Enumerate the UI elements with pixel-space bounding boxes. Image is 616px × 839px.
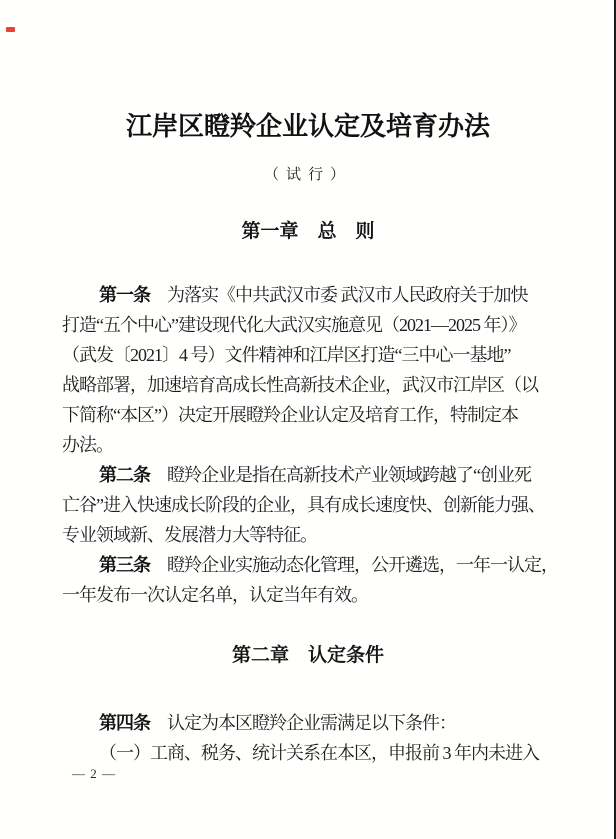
body-line-text: 认定为本区瞪羚企业需满足以下条件： <box>150 713 456 733</box>
body-line <box>62 708 562 738</box>
body-line-text: 亡谷”进入快速成长阶段的企业，具有成长速度快、创新能力强、 <box>62 495 545 515</box>
body-line-text: 瞪羚企业实施动态化管理，公开遴选，一年一认定， <box>150 555 558 575</box>
chapter-heading-2: 第二章 认定条件 <box>231 645 384 666</box>
article-label: 第一条 <box>99 285 150 305</box>
body-text-block <box>62 280 562 610</box>
page-number: — 2 — <box>72 766 116 781</box>
document-title: 江岸区瞪羚企业认定及培育办法 <box>125 112 490 141</box>
body-line <box>62 738 562 768</box>
body-line <box>62 340 562 370</box>
body-line <box>62 520 562 550</box>
body-line <box>62 490 562 520</box>
chapter-heading-1: 第一章 总 则 <box>241 221 375 242</box>
article-label: 第三条 <box>99 555 150 575</box>
body-line-text: 打造“五个中心”建设现代化大武汉实施意见（2021—2025 年）》 <box>62 315 526 335</box>
body-line-text: （武发〔2021〕4 号）文件精神和江岸区打造“三中心一基地” <box>62 345 511 365</box>
body-line <box>62 370 562 400</box>
body-line <box>62 430 562 460</box>
body-line <box>62 460 562 490</box>
body-line-text: 为落实《中共武汉市委 武汉市人民政府关于加快 <box>150 285 528 305</box>
body-line-text: 下简称“本区”）决定开展瞪羚企业认定及培育工作，特制定本 <box>62 405 518 425</box>
body-line <box>62 580 562 610</box>
body-line-text: 专业领域新、发展潜力大等特征。 <box>62 525 317 545</box>
red-scan-artifact <box>6 27 15 32</box>
body-line <box>62 400 562 430</box>
document-subtitle: （试行） <box>263 167 352 183</box>
body-line <box>62 550 562 580</box>
body-line-text: 一年发布一次认定名单，认定当年有效。 <box>62 585 368 605</box>
body-line <box>62 280 562 310</box>
body-line-text: 办法。 <box>62 435 113 455</box>
article-label: 第二条 <box>99 465 150 485</box>
body-line <box>62 310 562 340</box>
body-line-text: 瞪羚企业是指在高新技术产业领域跨越了“创业死 <box>150 465 531 485</box>
body-line-text: 战略部署，加速培育高成长性高新技术企业，武汉市江岸区（以 <box>62 375 538 395</box>
article-label: 第四条 <box>99 713 150 733</box>
body-line-text: （一）工商、税务、统计关系在本区，申报前 3 年内未进入 <box>99 743 539 763</box>
body-text-block <box>62 708 562 768</box>
